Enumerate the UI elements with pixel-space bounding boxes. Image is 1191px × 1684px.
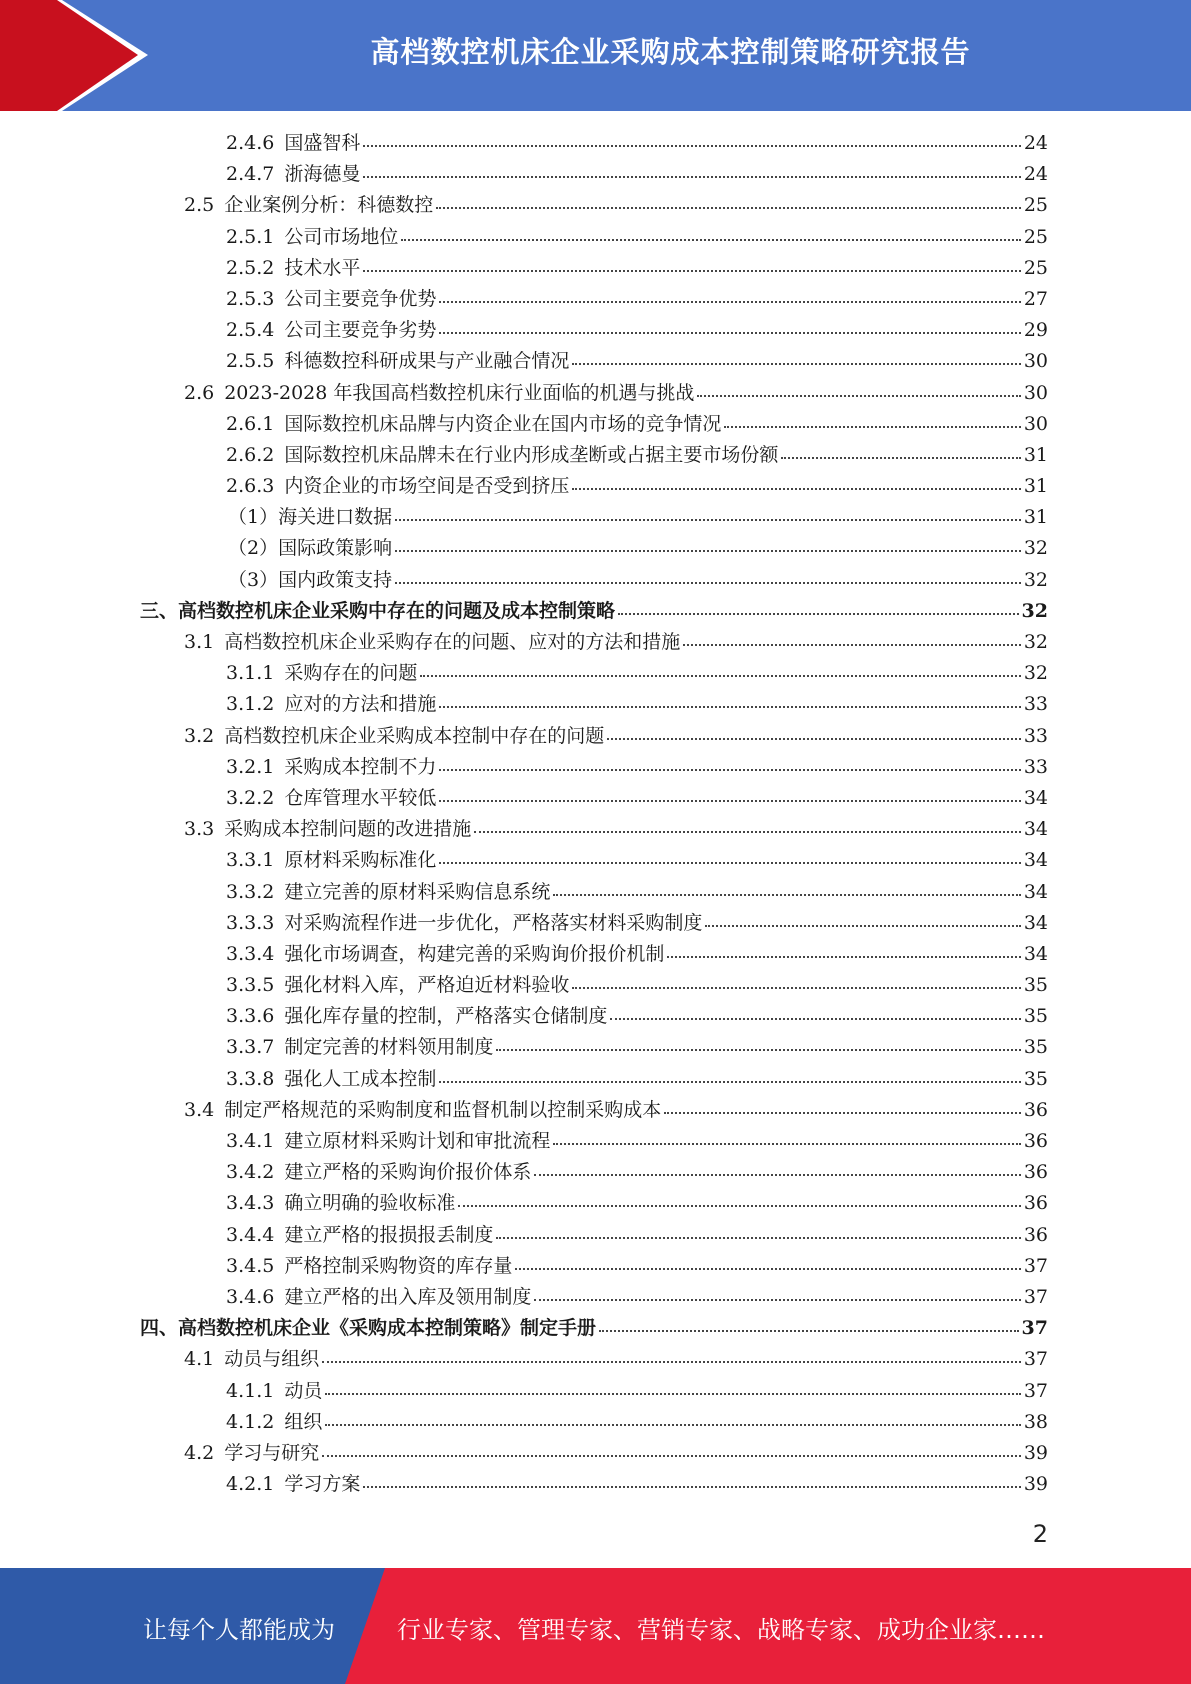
toc-dot-leader: [395, 581, 1021, 584]
toc-entry-number: 2.5.5: [226, 350, 275, 373]
toc-entry-page: 24: [1023, 163, 1048, 186]
toc-entry-title: 企业案例分析：科德数控: [224, 194, 434, 217]
toc-entry-number: 3.1.2: [226, 693, 275, 716]
toc-dot-leader: [363, 269, 1020, 272]
toc-entry-title: 建立原材料采购计划和审批流程: [284, 1130, 551, 1152]
toc-entry-number: 4.1: [184, 1348, 215, 1371]
toc-entry-page: 25: [1023, 225, 1048, 248]
toc-entry-number: （1）: [228, 506, 279, 529]
toc-entry-title: 建立严格的报损报丢制度: [284, 1223, 494, 1246]
toc-entry-number: 2.6.3: [226, 475, 275, 498]
toc-entry[interactable]: [140, 1469, 1048, 1500]
toc-entry-number: 四、: [140, 1317, 179, 1340]
toc-entry-number: 2.4.6: [226, 132, 275, 154]
toc-dot-leader: [439, 799, 1020, 802]
toc-entry[interactable]: [140, 471, 1048, 502]
toc-entry-number: 3.3.1: [226, 849, 275, 872]
toc-entry[interactable]: [140, 814, 1048, 845]
toc-entry-number: 3.3.8: [226, 1067, 275, 1090]
toc-entry[interactable]: [140, 346, 1048, 377]
toc-entry-page: 35: [1023, 1005, 1048, 1028]
toc-dot-leader: [474, 830, 1021, 833]
footer-slogan-left: 让每个人都能成为: [143, 1616, 335, 1644]
toc-entry-title: 国内政策支持: [278, 568, 393, 591]
toc-entry[interactable]: [140, 721, 1048, 752]
toc-dot-leader: [667, 955, 1020, 958]
toc-entry[interactable]: [140, 284, 1048, 315]
toc-entry[interactable]: [140, 1282, 1048, 1313]
toc-entry[interactable]: [140, 1095, 1048, 1126]
toc-entry-number: 3.3.6: [226, 1005, 275, 1028]
toc-entry[interactable]: [140, 253, 1048, 284]
toc-entry-page: 32: [1023, 631, 1048, 653]
toc-dot-leader: [705, 924, 1020, 927]
toc-entry-page: 25: [1023, 256, 1048, 279]
toc-dot-leader: [325, 1392, 1020, 1395]
toc-entry[interactable]: [140, 1376, 1048, 1407]
toc-entry-page: 31: [1023, 475, 1048, 498]
toc-entry-title: 强化人工成本控制: [284, 1067, 437, 1090]
toc-entry-title: 高档数控机床企业采购中存在的问题及成本控制策略: [178, 599, 616, 622]
toc-entry-title: 建立完善的原材料采购信息系统: [284, 880, 551, 903]
toc-entry[interactable]: [140, 1157, 1048, 1188]
toc-entry-number: 4.1.2: [226, 1410, 275, 1433]
toc-entry[interactable]: [140, 190, 1048, 221]
toc-entry-page: 25: [1023, 194, 1048, 217]
toc-entry[interactable]: [140, 752, 1048, 783]
toc-entry-number: 3.3.3: [226, 911, 275, 934]
toc-dot-leader: [534, 1298, 1020, 1301]
toc-entry-title: 国际政策影响: [278, 537, 393, 560]
toc-entry-number: 4.2: [184, 1441, 215, 1464]
toc-entry-number: 3.4.1: [226, 1130, 275, 1152]
toc-entry-title: 浙海德曼: [284, 163, 361, 186]
toc-entry-number: 2.5.1: [226, 225, 275, 248]
table-of-contents: [140, 128, 1048, 1500]
toc-entry-title: 组织: [284, 1410, 323, 1433]
toc-entry-title: 制定完善的材料领用制度: [284, 1036, 494, 1059]
toc-entry-title: 内资企业的市场空间是否受到挤压: [284, 475, 570, 498]
toc-entry-page: 31: [1023, 443, 1048, 466]
toc-entry-number: （3）: [228, 568, 279, 591]
toc-entry-title: 采购成本控制问题的改进措施: [224, 818, 472, 841]
toc-entry-page: 31: [1023, 506, 1048, 529]
toc-entry-number: 3.1: [184, 631, 215, 653]
toc-entry-number: 3.3.5: [226, 974, 275, 997]
toc-entry-number: 2.4.7: [226, 163, 275, 186]
toc-entry[interactable]: [140, 970, 1048, 1001]
toc-entry-page: 27: [1023, 287, 1048, 310]
toc-entry[interactable]: [140, 1438, 1048, 1469]
toc-dot-leader: [572, 986, 1020, 989]
toc-entry-page: 30: [1023, 350, 1048, 373]
toc-entry-number: 2.5: [184, 194, 215, 217]
toc-entry[interactable]: [140, 222, 1048, 253]
toc-dot-leader: [439, 768, 1020, 771]
toc-entry[interactable]: [140, 128, 1048, 159]
toc-entry-title: 学习方案: [284, 1473, 361, 1496]
toc-entry[interactable]: [140, 658, 1048, 689]
toc-entry-number: 3.1.1: [226, 662, 275, 685]
toc-entry-number: 3.4.3: [226, 1192, 275, 1215]
toc-entry-number: 3.3.2: [226, 880, 275, 903]
toc-entry-number: 2.6.2: [226, 443, 275, 466]
toc-entry-number: 2.5.4: [226, 319, 275, 342]
toc-dot-leader: [610, 1017, 1020, 1020]
toc-entry-title: 仓库管理水平较低: [284, 786, 437, 809]
toc-entry-page: 35: [1023, 1036, 1048, 1059]
header-banner: [0, 0, 1191, 111]
toc-entry-title: 采购存在的问题: [284, 662, 418, 685]
toc-entry-title: 2023-2028 年我国高档数控机床行业面临的机遇与挑战: [224, 381, 695, 404]
toc-entry-number: 3.3.7: [226, 1036, 275, 1059]
header-arrow-icon: [0, 0, 160, 111]
toc-entry-page: 30: [1023, 412, 1048, 435]
toc-entry-page: 35: [1023, 1067, 1048, 1090]
toc-entry-number: 3.4.4: [226, 1223, 275, 1246]
toc-entry[interactable]: [140, 315, 1048, 346]
toc-dot-leader: [363, 1485, 1020, 1488]
toc-entry-page: 36: [1023, 1161, 1048, 1184]
toc-entry-page: 33: [1023, 755, 1048, 778]
toc-entry[interactable]: [140, 1126, 1048, 1157]
toc-entry-page: 29: [1023, 319, 1048, 342]
toc-dot-leader: [572, 362, 1020, 365]
toc-entry[interactable]: [140, 502, 1048, 533]
toc-entry[interactable]: [140, 1032, 1048, 1063]
toc-entry-title: 建立严格的采购询价报价体系: [284, 1161, 532, 1184]
toc-entry-title: 严格控制采购物资的库存量: [284, 1254, 513, 1277]
toc-entry-page: 34: [1023, 786, 1048, 809]
toc-entry[interactable]: [140, 409, 1048, 440]
toc-dot-leader: [496, 1236, 1020, 1239]
toc-entry-title: 原材料采购标准化: [284, 849, 437, 872]
toc-dot-leader: [553, 1142, 1020, 1145]
toc-entry-title: 国盛智科: [284, 132, 361, 154]
toc-entry-title: 高档数控机床企业采购存在的问题、应对的方法和措施: [224, 631, 681, 653]
toc-entry-title: 公司主要竞争优势: [284, 287, 437, 310]
toc-entry-number: 3.3: [184, 818, 215, 841]
footer-banner: [0, 1568, 1191, 1684]
toc-entry[interactable]: [140, 596, 1048, 627]
toc-entry-number: 4.2.1: [226, 1473, 275, 1496]
toc-entry-page: 37: [1023, 1254, 1048, 1277]
toc-entry[interactable]: [140, 533, 1048, 564]
toc-dot-leader: [363, 175, 1020, 178]
toc-dot-leader: [534, 1173, 1020, 1176]
toc-dot-leader: [664, 1111, 1021, 1114]
toc-entry-number: （2）: [228, 537, 279, 560]
toc-entry-title: 国际数控机床品牌与内资企业在国内市场的竞争情况: [284, 412, 722, 435]
toc-entry-title: 动员: [284, 1379, 323, 1402]
toc-entry-page: 39: [1023, 1441, 1048, 1464]
toc-entry[interactable]: [140, 1344, 1048, 1375]
toc-entry[interactable]: [140, 565, 1048, 596]
toc-entry-title: 应对的方法和措施: [284, 693, 437, 716]
toc-entry-title: 制定严格规范的采购制度和监督机制以控制采购成本: [224, 1098, 662, 1121]
toc-dot-leader: [436, 206, 1021, 209]
toc-entry[interactable]: [140, 440, 1048, 471]
toc-entry-title: 强化市场调查，构建完善的采购询价报价机制: [284, 942, 665, 965]
toc-dot-leader: [322, 1454, 1021, 1457]
toc-entry-page: 33: [1023, 724, 1048, 747]
toc-entry-page: 32: [1023, 662, 1048, 685]
toc-dot-leader: [395, 549, 1021, 552]
toc-entry-page: 24: [1023, 132, 1048, 154]
toc-entry-page: 35: [1023, 974, 1048, 997]
toc-entry-title: 海关进口数据: [278, 506, 393, 529]
toc-entry-page: 37: [1021, 1317, 1048, 1340]
toc-entry[interactable]: [140, 877, 1048, 908]
toc-entry-title: 强化库存量的控制，严格落实仓储制度: [284, 1005, 608, 1028]
toc-entry-page: 39: [1023, 1473, 1048, 1496]
toc-entry-page: 32: [1023, 537, 1048, 560]
toc-entry-page: 33: [1023, 693, 1048, 716]
toc-entry-title: 对采购流程作进一步优化，严格落实材料采购制度: [284, 911, 703, 934]
toc-dot-leader: [607, 737, 1021, 740]
toc-entry-page: 36: [1023, 1130, 1048, 1152]
toc-entry[interactable]: [140, 1001, 1048, 1032]
toc-dot-leader: [781, 456, 1020, 459]
toc-entry[interactable]: [140, 378, 1048, 409]
toc-entry-page: 34: [1023, 911, 1048, 934]
toc-entry-title: 公司市场地位: [284, 225, 399, 248]
toc-entry-page: 32: [1021, 599, 1048, 622]
toc-entry-title: 公司主要竞争劣势: [284, 319, 437, 342]
toc-entry-number: 2.5.3: [226, 287, 275, 310]
toc-entry-number: 2.5.2: [226, 256, 275, 279]
toc-entry[interactable]: [140, 1251, 1048, 1282]
toc-entry-number: 2.6: [184, 381, 215, 404]
toc-dot-leader: [724, 425, 1020, 428]
header-title: 高档数控机床企业采购成本控制策略研究报告: [370, 35, 971, 69]
toc-entry-number: 3.4.6: [226, 1285, 275, 1308]
toc-entry-number: 3.3.4: [226, 942, 275, 965]
toc-entry-number: 2.6.1: [226, 412, 275, 435]
toc-dot-leader: [683, 643, 1021, 646]
toc-entry-number: 4.1.1: [226, 1379, 275, 1402]
toc-entry-number: 3.2: [184, 724, 215, 747]
toc-entry[interactable]: [140, 908, 1048, 939]
toc-dot-leader: [439, 705, 1020, 708]
toc-dot-leader: [515, 1267, 1020, 1270]
toc-entry[interactable]: [140, 783, 1048, 814]
toc-entry-title: 高档数控机床企业采购成本控制中存在的问题: [224, 724, 605, 747]
toc-dot-leader: [325, 1423, 1020, 1426]
toc-entry-page: 34: [1023, 880, 1048, 903]
toc-entry-page: 37: [1023, 1348, 1048, 1371]
toc-entry-title: 学习与研究: [224, 1441, 320, 1464]
toc-entry[interactable]: [140, 1313, 1048, 1344]
toc-entry-page: 30: [1023, 381, 1048, 404]
toc-entry-title: 建立严格的出入库及领用制度: [284, 1285, 532, 1308]
toc-entry[interactable]: [140, 1188, 1048, 1219]
toc-dot-leader: [401, 238, 1020, 241]
toc-dot-leader: [439, 861, 1020, 864]
toc-entry-page: 36: [1023, 1098, 1048, 1121]
toc-entry-title: 高档数控机床企业《采购成本控制策略》制定手册: [178, 1317, 597, 1340]
toc-dot-leader: [697, 394, 1020, 397]
toc-dot-leader: [572, 487, 1020, 490]
toc-entry-page: 34: [1023, 818, 1048, 841]
toc-entry-title: 采购成本控制不力: [284, 755, 437, 778]
toc-entry[interactable]: [140, 689, 1048, 720]
toc-entry-page: 36: [1023, 1192, 1048, 1215]
toc-entry-page: 37: [1023, 1285, 1048, 1308]
toc-entry-title: 确立明确的验收标准: [284, 1192, 456, 1215]
toc-dot-leader: [363, 144, 1020, 147]
toc-entry-number: 3.2.2: [226, 786, 275, 809]
toc-entry-page: 34: [1023, 849, 1048, 872]
toc-entry-title: 强化材料入库，严格迫近材料验收: [284, 974, 570, 997]
toc-entry-number: 3.4.2: [226, 1161, 275, 1184]
toc-entry[interactable]: [140, 1064, 1048, 1095]
toc-entry[interactable]: [140, 845, 1048, 876]
toc-entry[interactable]: [140, 627, 1048, 658]
toc-entry-page: 34: [1023, 942, 1048, 965]
toc-entry-title: 技术水平: [284, 256, 361, 279]
toc-entry-number: 三、: [140, 599, 179, 622]
toc-dot-leader: [395, 518, 1021, 521]
toc-dot-leader: [439, 300, 1020, 303]
toc-dot-leader: [618, 612, 1019, 615]
toc-entry-page: 36: [1023, 1223, 1048, 1246]
toc-dot-leader: [322, 1360, 1021, 1363]
toc-entry-title: 动员与组织: [224, 1348, 320, 1371]
toc-dot-leader: [496, 1048, 1020, 1051]
toc-entry-title: 国际数控机床品牌未在行业内形成垄断或占据主要市场份额: [284, 443, 779, 466]
toc-entry[interactable]: [140, 159, 1048, 190]
toc-entry-title: 科德数控科研成果与产业融合情况: [284, 350, 570, 373]
toc-entry[interactable]: [140, 1220, 1048, 1251]
toc-entry-number: 3.2.1: [226, 755, 275, 778]
toc-entry-page: 32: [1023, 568, 1048, 591]
page-number: 2: [1032, 1520, 1048, 1548]
toc-dot-leader: [553, 893, 1020, 896]
toc-dot-leader: [420, 674, 1020, 677]
footer-slogan-right: 行业专家、管理专家、营销专家、战略专家、成功企业家……: [397, 1616, 1045, 1644]
toc-entry-number: 3.4: [184, 1098, 215, 1121]
toc-dot-leader: [599, 1329, 1019, 1332]
toc-entry-page: 37: [1023, 1379, 1048, 1402]
toc-dot-leader: [439, 331, 1020, 334]
toc-entry-page: 38: [1023, 1410, 1048, 1433]
toc-dot-leader: [458, 1204, 1020, 1207]
toc-entry-number: 3.4.5: [226, 1254, 275, 1277]
toc-entry[interactable]: [140, 939, 1048, 970]
toc-entry[interactable]: [140, 1407, 1048, 1438]
toc-dot-leader: [439, 1080, 1020, 1083]
